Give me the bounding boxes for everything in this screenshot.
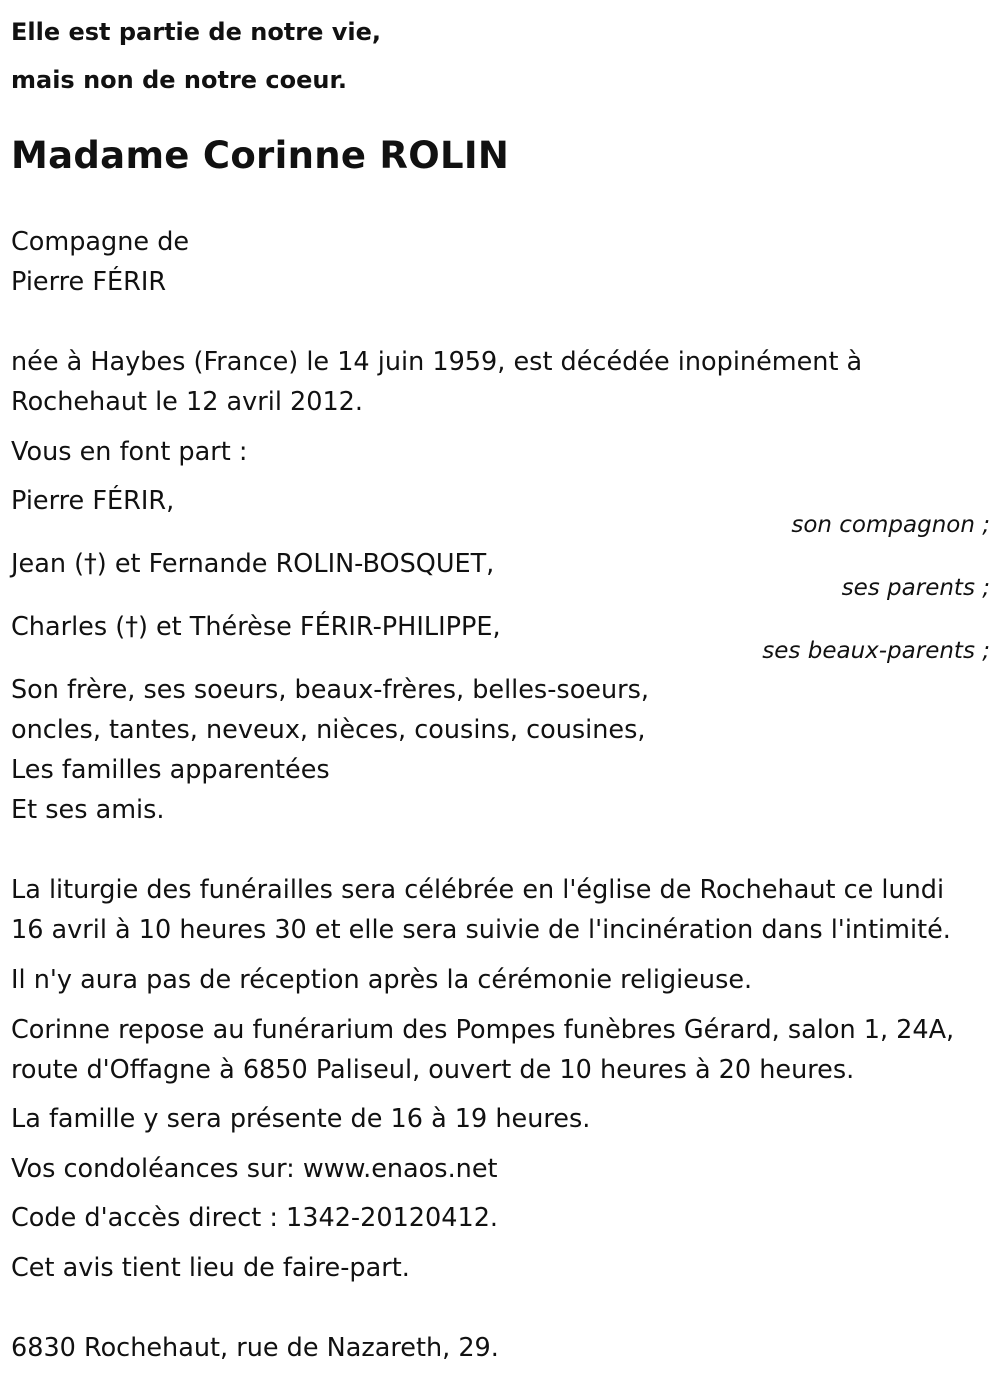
family-member-1-role: son compagnon ;	[791, 512, 990, 538]
address-text: 6830 Rochehaut, rue de Nazareth, 29.	[11, 1333, 499, 1363]
epigraph-line-2: mais non de notre coeur.	[11, 66, 348, 94]
relatives-line-4: Et ses amis.	[11, 795, 165, 825]
family-member-3-name: Charles (†) et Thérèse FÉRIR-PHILIPPE,	[11, 612, 501, 642]
no-reception-text: Il n'y aura pas de réception après la cérémonie religieuse.	[11, 965, 753, 995]
birth-death-block	[11, 342, 862, 422]
family-member-1-name: Pierre FÉRIR,	[11, 486, 175, 516]
family-presence-text: La famille y sera présente de 16 à 19 heures.	[11, 1104, 591, 1134]
rest-line-1: Corinne repose au funérarium des Pompes funèbres Gérard, salon 1, 24A,	[11, 1015, 955, 1045]
family-member-3-role: ses beaux-parents ;	[762, 638, 990, 664]
funeral-line-2: 16 avril à 10 heures 30 et elle sera suivie de l'incinération dans l'intimité.	[11, 915, 951, 945]
condolences-text: Vos condoléances sur: www.enaos.net	[11, 1154, 498, 1184]
funeral-line-1: La liturgie des funérailles sera célébrée en l'église de Rochehaut ce lundi	[11, 875, 945, 905]
relatives-block	[11, 670, 649, 830]
birth-death-line-1: née à Haybes (France) le 14 juin 1959, est décédée inopinément à	[11, 347, 863, 377]
relatives-line-2: oncles, tantes, neveux, nièces, cousins, cousines,	[11, 715, 646, 745]
rest-line-2: route d'Offagne à 6850 Paliseul, ouvert de 10 heures à 20 heures.	[11, 1055, 855, 1085]
birth-death-line-2: Rochehaut le 12 avril 2012.	[11, 387, 364, 417]
family-member-2-name: Jean (†) et Fernande ROLIN-BOSQUET,	[11, 549, 495, 579]
family-member-2-role: ses parents ;	[841, 575, 990, 601]
epigraph	[11, 8, 381, 104]
epigraph-line-1: Elle est partie de notre vie,	[11, 18, 382, 46]
companion-block	[11, 222, 189, 302]
deceased-name: Madame Corinne ROLIN	[11, 134, 510, 177]
notice-text: Cet avis tient lieu de faire-part.	[11, 1253, 410, 1283]
companion-line-1: Compagne de	[11, 227, 190, 257]
relatives-line-3: Les familles apparentées	[11, 755, 330, 785]
announce-text: Vous en font part :	[11, 437, 248, 467]
access-code-text: Code d'accès direct : 1342-20120412.	[11, 1203, 499, 1233]
rest-block	[11, 1010, 954, 1090]
relatives-line-1: Son frère, ses soeurs, beaux-frères, belles-soeurs,	[11, 675, 650, 705]
companion-line-2: Pierre FÉRIR	[11, 267, 167, 297]
funeral-block	[11, 870, 951, 950]
